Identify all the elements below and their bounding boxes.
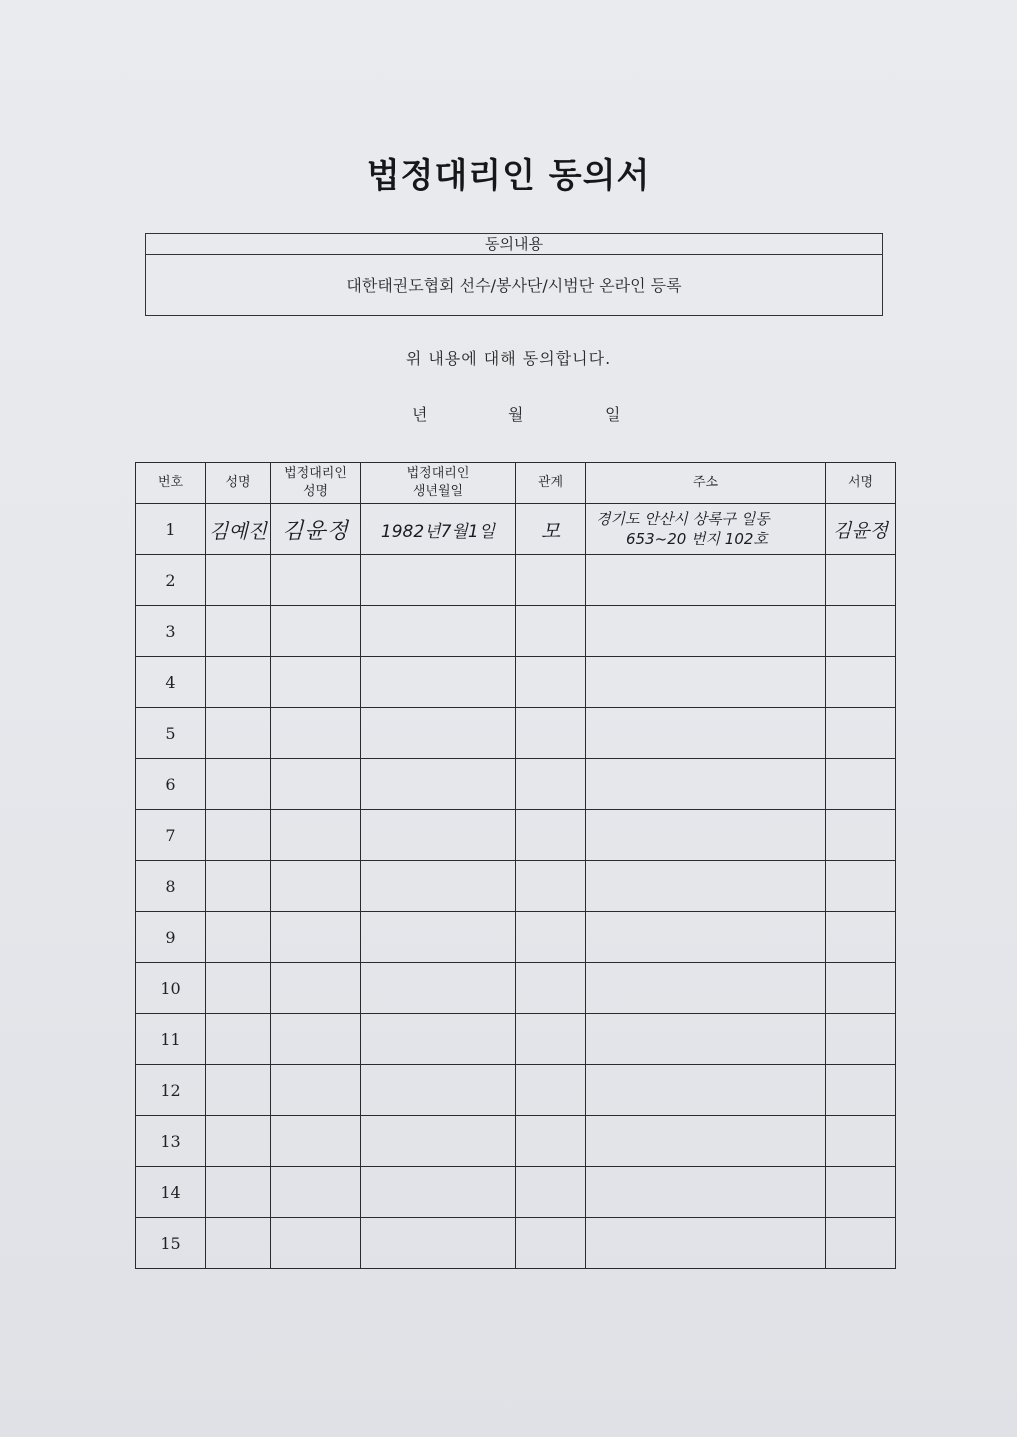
cell-rep-name [271,1065,361,1116]
table-row [136,606,896,657]
cell-rep-birth [361,1065,516,1116]
cell-relation [516,555,586,606]
cell-address [586,861,826,912]
cell-signature [826,1065,896,1116]
agreement-statement: 위 내용에 대해 동의합니다. [405,349,612,368]
header-rep-birth-line1: 법정대리인 [406,466,470,481]
cell-address [586,708,826,759]
cell-rep-name [271,963,361,1014]
consent-box [145,233,883,316]
cell-name [206,810,271,861]
table-row [136,912,896,963]
cell-relation [516,1167,586,1218]
row-number: 10 [136,963,206,1014]
cell-rep-birth [361,1014,516,1065]
header-rep-name-line1: 법정대리인 [284,466,347,481]
cell-rep-name [271,861,361,912]
row-number: 5 [136,708,206,759]
cell-name [206,657,271,708]
handwritten-name: 김예진 [209,518,267,543]
cell-name [206,912,271,963]
document-title: 법정대리인 동의서 [366,156,651,196]
cell-address [586,1116,826,1167]
table-row [136,1167,896,1218]
cell-address [586,1065,826,1116]
handwritten-rep-birth: 1982년7월1일 [380,521,496,542]
cell-rep-name [271,504,361,555]
header-rep-birth [361,463,516,504]
cell-address [586,606,826,657]
table-row [136,963,896,1014]
table-row [136,759,896,810]
cell-rep-birth [361,1167,516,1218]
consent-heading: 동의내용 [146,234,882,255]
cell-address [586,1218,826,1269]
cell-relation [516,810,586,861]
cell-name [206,759,271,810]
row-number: 9 [136,912,206,963]
cell-relation [516,504,586,555]
cell-name [206,1065,271,1116]
table-row [136,555,896,606]
handwritten-signature: 김윤정 [832,519,889,542]
cell-signature [826,708,896,759]
cell-rep-birth [361,810,516,861]
cell-signature [826,1116,896,1167]
header-rep-name [271,463,361,504]
header-relation: 관계 [516,463,586,504]
cell-rep-name [271,912,361,963]
cell-name [206,1167,271,1218]
cell-rep-name [271,708,361,759]
cell-relation [516,657,586,708]
row-number: 13 [136,1116,206,1167]
cell-rep-name [271,1167,361,1218]
table-row [136,1014,896,1065]
row-number: 12 [136,1065,206,1116]
table-row [136,504,896,555]
header-address: 주소 [586,463,826,504]
cell-rep-name [271,606,361,657]
cell-relation [516,1218,586,1269]
cell-signature [826,861,896,912]
cell-name [206,504,271,555]
cell-signature [826,1167,896,1218]
row-number: 7 [136,810,206,861]
row-number: 3 [136,606,206,657]
cell-signature [826,606,896,657]
cell-signature [826,912,896,963]
table-header-row [136,463,896,504]
cell-relation [516,606,586,657]
cell-rep-birth [361,912,516,963]
cell-rep-name [271,1014,361,1065]
date-month-label: 월 [508,405,524,424]
cell-relation [516,1116,586,1167]
cell-rep-name [271,657,361,708]
cell-signature [826,963,896,1014]
cell-relation [516,1065,586,1116]
cell-relation [516,861,586,912]
row-number: 14 [136,1167,206,1218]
cell-rep-birth [361,759,516,810]
cell-address [586,912,826,963]
cell-rep-birth [361,555,516,606]
header-signature: 서명 [826,463,896,504]
header-no: 번호 [136,463,206,504]
cell-rep-name [271,759,361,810]
cell-signature [826,1218,896,1269]
date-year-label: 년 [412,405,428,424]
cell-rep-birth [361,606,516,657]
table-row [136,708,896,759]
cell-address [586,504,826,555]
cell-address [586,810,826,861]
row-number: 15 [136,1218,206,1269]
guardian-roster-table [135,462,896,1269]
table-row [136,810,896,861]
cell-address [586,963,826,1014]
cell-name [206,861,271,912]
cell-rep-birth [361,708,516,759]
table-row [136,1065,896,1116]
cell-rep-birth [361,861,516,912]
row-number: 6 [136,759,206,810]
cell-relation [516,912,586,963]
cell-address [586,555,826,606]
table-row [136,1218,896,1269]
cell-name [206,1116,271,1167]
row-number: 4 [136,657,206,708]
cell-name [206,963,271,1014]
table-row [136,1116,896,1167]
cell-signature [826,759,896,810]
cell-signature [826,555,896,606]
cell-name [206,1014,271,1065]
cell-relation [516,759,586,810]
handwritten-rep-name: 김윤정 [282,518,349,544]
cell-rep-name [271,555,361,606]
cell-name [206,708,271,759]
cell-signature [826,1014,896,1065]
cell-address [586,759,826,810]
row-number: 8 [136,861,206,912]
cell-rep-birth [361,657,516,708]
header-name: 성명 [206,463,271,504]
cell-address [586,1014,826,1065]
cell-rep-birth [361,504,516,555]
row-number: 1 [136,504,206,555]
cell-address [586,657,826,708]
handwritten-address-line1: 경기도 안산시 상록구 일동 [596,510,770,528]
cell-signature [826,504,896,555]
cell-rep-birth [361,963,516,1014]
row-number: 2 [136,555,206,606]
table-row [136,657,896,708]
consent-content: 대한태권도협회 선수/봉사단/시범단 온라인 등록 [346,276,682,295]
cell-name [206,555,271,606]
cell-signature [826,810,896,861]
cell-name [206,1218,271,1269]
row-number: 11 [136,1014,206,1065]
cell-relation [516,963,586,1014]
handwritten-address-line2: 653~20 번지 102호 [626,530,768,548]
cell-signature [826,657,896,708]
cell-rep-birth [361,1218,516,1269]
cell-rep-name [271,810,361,861]
header-rep-name-line2: 성명 [302,484,329,499]
cell-rep-birth [361,1116,516,1167]
header-rep-birth-line2: 생년월일 [412,484,464,499]
handwritten-relation: 모 [540,518,561,543]
cell-relation [516,708,586,759]
cell-rep-name [271,1218,361,1269]
table-row [136,861,896,912]
cell-address [586,1167,826,1218]
date-day-label: 일 [605,405,621,424]
cell-name [206,606,271,657]
cell-rep-name [271,1116,361,1167]
cell-relation [516,1014,586,1065]
